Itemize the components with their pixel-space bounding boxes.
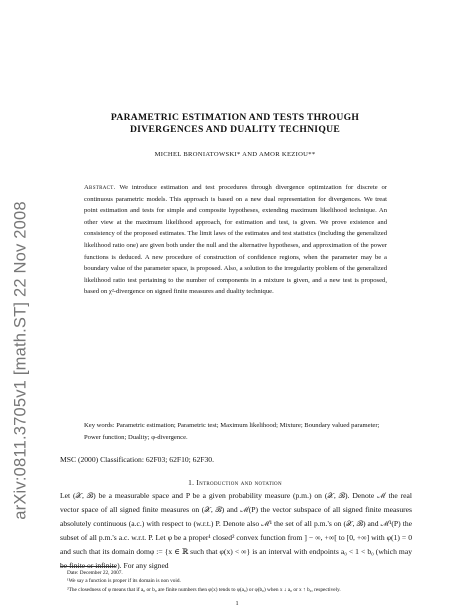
abstract — [84, 182, 387, 298]
author-list: MICHEL BRONIATOWSKI* AND AMOR KEZIOU** — [154, 151, 316, 158]
intro-paragraph: Let (𝒳, ℬ) be a measurable space and P be a given probability measure (p.m.) on (𝒳, ℬ). Denote ℳ the real vector space of all signed finite measures on (𝒳, ℬ) and ℳ(P) the vector subspace of all signed finite measures absolutely continuous (a.c.) with respect to (w.r.t.) P. Denote also ℳ¹ the set of all p.m.'s on (𝒳, ℬ) and ℳ¹(P) the subset of all p.m.'s a.c. w.r.t. P. Let φ be a proper¹ closed² convex function from ] − ∞, +∞[ to [0, +∞] with φ(1) = 0 and such that its domain domφ := {x ∈ ℝ such that φ(x) < ∞} is an interval with endpoints a₀ < 1 < b₀ (which may be finite or infinite). For any signed — [60, 491, 412, 570]
section-heading: 1. Introduction and notation — [188, 478, 282, 487]
footnote-rule — [60, 566, 116, 567]
msc-classification: MSC (2000) Classification: 62F03; 62F10; 62F30. — [60, 455, 214, 464]
keywords: Key words: Parametric estimation; Parametric test; Maximum likelihood; Mixture; Boundary valued parameter; Power function; Duality; φ-divergence. — [84, 422, 380, 441]
page-number: 1 — [235, 600, 239, 607]
footnote-date: Date: December 22, 2007. — [67, 570, 123, 576]
title-line: DIVERGENCES AND DUALITY TECHNIQUE — [129, 124, 341, 135]
arxiv-watermark — [6, 150, 36, 570]
footnote-2: ²The closedness of φ means that if a₀ or b₀ are finite numbers then φ(x) tends to φ(a₀) or φ(b₀) when x ↓ a₀ or x ↑ b₀, respectively. — [67, 586, 341, 593]
paper-title — [60, 112, 410, 136]
footnotes — [60, 569, 412, 594]
title-line: PARAMETRIC ESTIMATION AND TESTS THROUGH — [110, 112, 360, 123]
abstract-label: Abstract. — [84, 184, 116, 191]
abstract-text: We introduce estimation and test procedures through divergence optimization for discrete or continuous parametric models. This approach is based on a new dual representation for divergences. We treat point estimation and tests for simple and composite hypotheses, extending maximum likelihood technique. An other view at the maximum likelihood approach, for estimation and test, is given. We prove existence and consistency of the proposed estimates. The limit laws of the estimates and test statistics (including the generalized likelihood ratio one) are given both under the null and the alternative hypotheses, and approximation of the power functions is deduced. A new procedure of construction of confidence regions, when the parameter may be a boundary value of the parameter space, is proposed. Also, a solution to the irregularity problem of the generalized likelihood ratio test pertaining to the number of components in a mixture is given, and a new test is proposed, based on χ²-divergence on signed finite measures and duality technique. — [84, 184, 387, 296]
arxiv-id: arXiv:0811.3705v1 [math.ST] 22 Nov 2008 — [11, 200, 30, 520]
footnote-1: ¹We say a function is proper if its domain is non void. — [67, 578, 181, 585]
